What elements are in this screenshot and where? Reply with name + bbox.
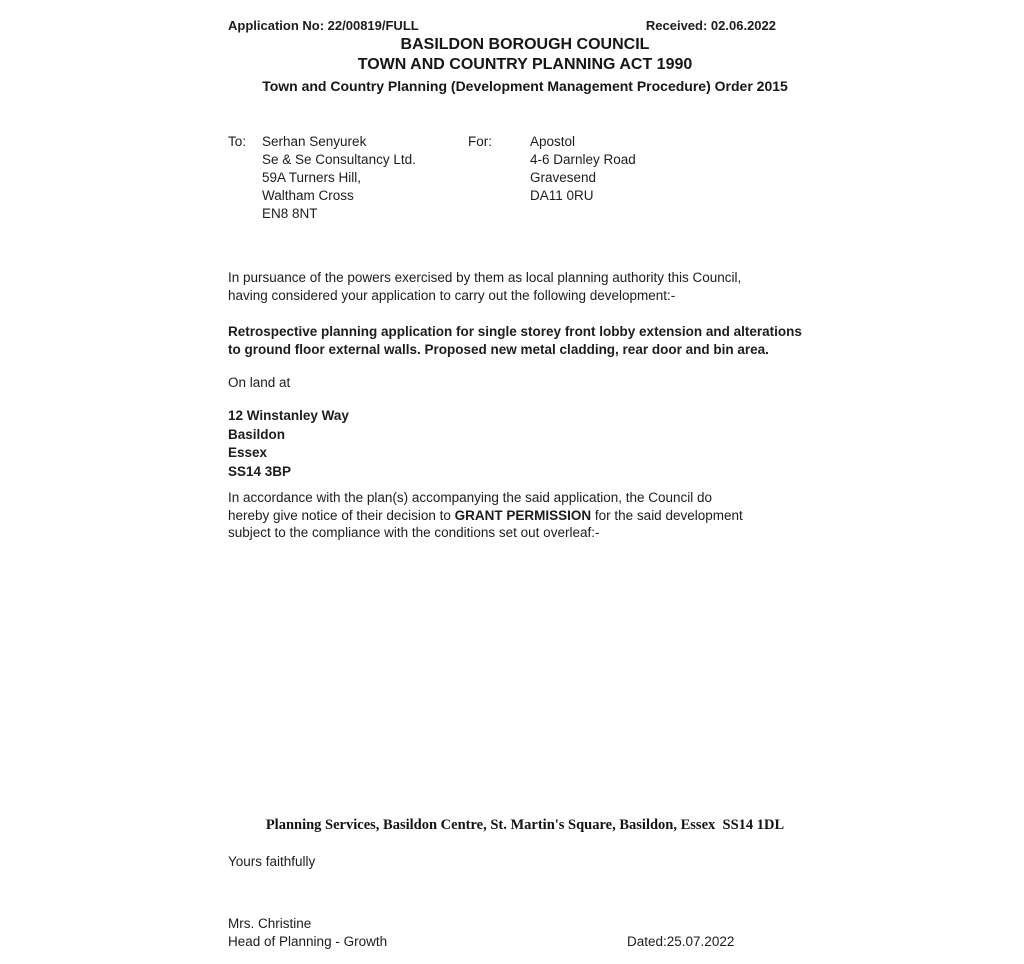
to-label: To: xyxy=(228,134,247,149)
site-address-line: 12 Winstanley Way xyxy=(228,408,349,423)
dated-label: Dated:25.07.2022 xyxy=(627,934,735,949)
decision-line xyxy=(228,507,743,525)
signatory-title: Head of Planning - Growth xyxy=(228,934,388,949)
signature-block xyxy=(228,915,734,951)
signatory-name: Mrs. Christine xyxy=(228,916,312,931)
act-title: TOWN AND COUNTRY PLANNING ACT 1990 xyxy=(357,56,693,73)
council-title: BASILDON BOROUGH COUNCIL xyxy=(400,36,650,53)
site-address xyxy=(228,407,349,481)
valediction: Yours faithfully xyxy=(228,854,316,869)
to-address-line: Serhan Senyurek xyxy=(262,134,367,149)
application-received-row xyxy=(228,18,776,33)
recipients-block xyxy=(228,133,636,223)
order-subtitle: Town and Country Planning (Development Management Procedure) Order 2015 xyxy=(262,78,788,94)
for-address-line: Gravesend xyxy=(530,170,597,185)
decision-line-suffix: for the said development xyxy=(591,507,743,523)
for-address-line: DA11 0RU xyxy=(530,188,594,203)
decision-line: subject to the compliance with the conditions set out overleaf:- xyxy=(228,525,600,540)
office-address-line: Planning Services, Basildon Centre, St. Martin's Square, Basildon, Essex SS14 1DL xyxy=(265,817,785,833)
for-address xyxy=(530,133,636,223)
pursuance-paragraph xyxy=(228,269,741,304)
for-label: For: xyxy=(468,134,493,149)
development-line: to ground floor external walls. Proposed new metal cladding, rear door and bin area. xyxy=(228,341,769,357)
application-no: Application No: 22/00819/FULL xyxy=(228,18,419,33)
site-address-line: Basildon xyxy=(228,426,286,442)
for-address-line: Apostol xyxy=(530,134,576,149)
to-address-line: Waltham Cross xyxy=(262,188,354,203)
development-line: Retrospective planning application for single storey front lobby extension and alterations xyxy=(228,324,802,339)
decision-line: In accordance with the plan(s) accompanying the said application, the Council do xyxy=(228,490,713,505)
to-address-line: EN8 8NT xyxy=(262,206,318,221)
site-address-line: Essex xyxy=(228,445,268,460)
grant-permission-text: GRANT PERMISSION xyxy=(454,507,592,523)
pursuance-line: In pursuance of the powers exercised by them as local planning authority this Council, xyxy=(228,270,742,285)
received-date: Received: 02.06.2022 xyxy=(645,18,776,33)
development-description xyxy=(228,323,802,358)
site-address-line: SS14 3BP xyxy=(228,463,292,479)
decision-paragraph xyxy=(228,489,743,542)
to-address xyxy=(262,133,468,223)
decision-line-prefix: hereby give notice of their decision to xyxy=(228,507,455,523)
on-land-at-label: On land at xyxy=(228,375,291,390)
for-address-line: 4-6 Darnley Road xyxy=(530,152,636,167)
to-address-line: 59A Turners Hill, xyxy=(262,170,362,185)
to-address-line: Se & Se Consultancy Ltd. xyxy=(262,152,416,167)
pursuance-line: having considered your application to carry out the following development:- xyxy=(228,287,676,303)
signatory-title-row xyxy=(228,933,734,951)
